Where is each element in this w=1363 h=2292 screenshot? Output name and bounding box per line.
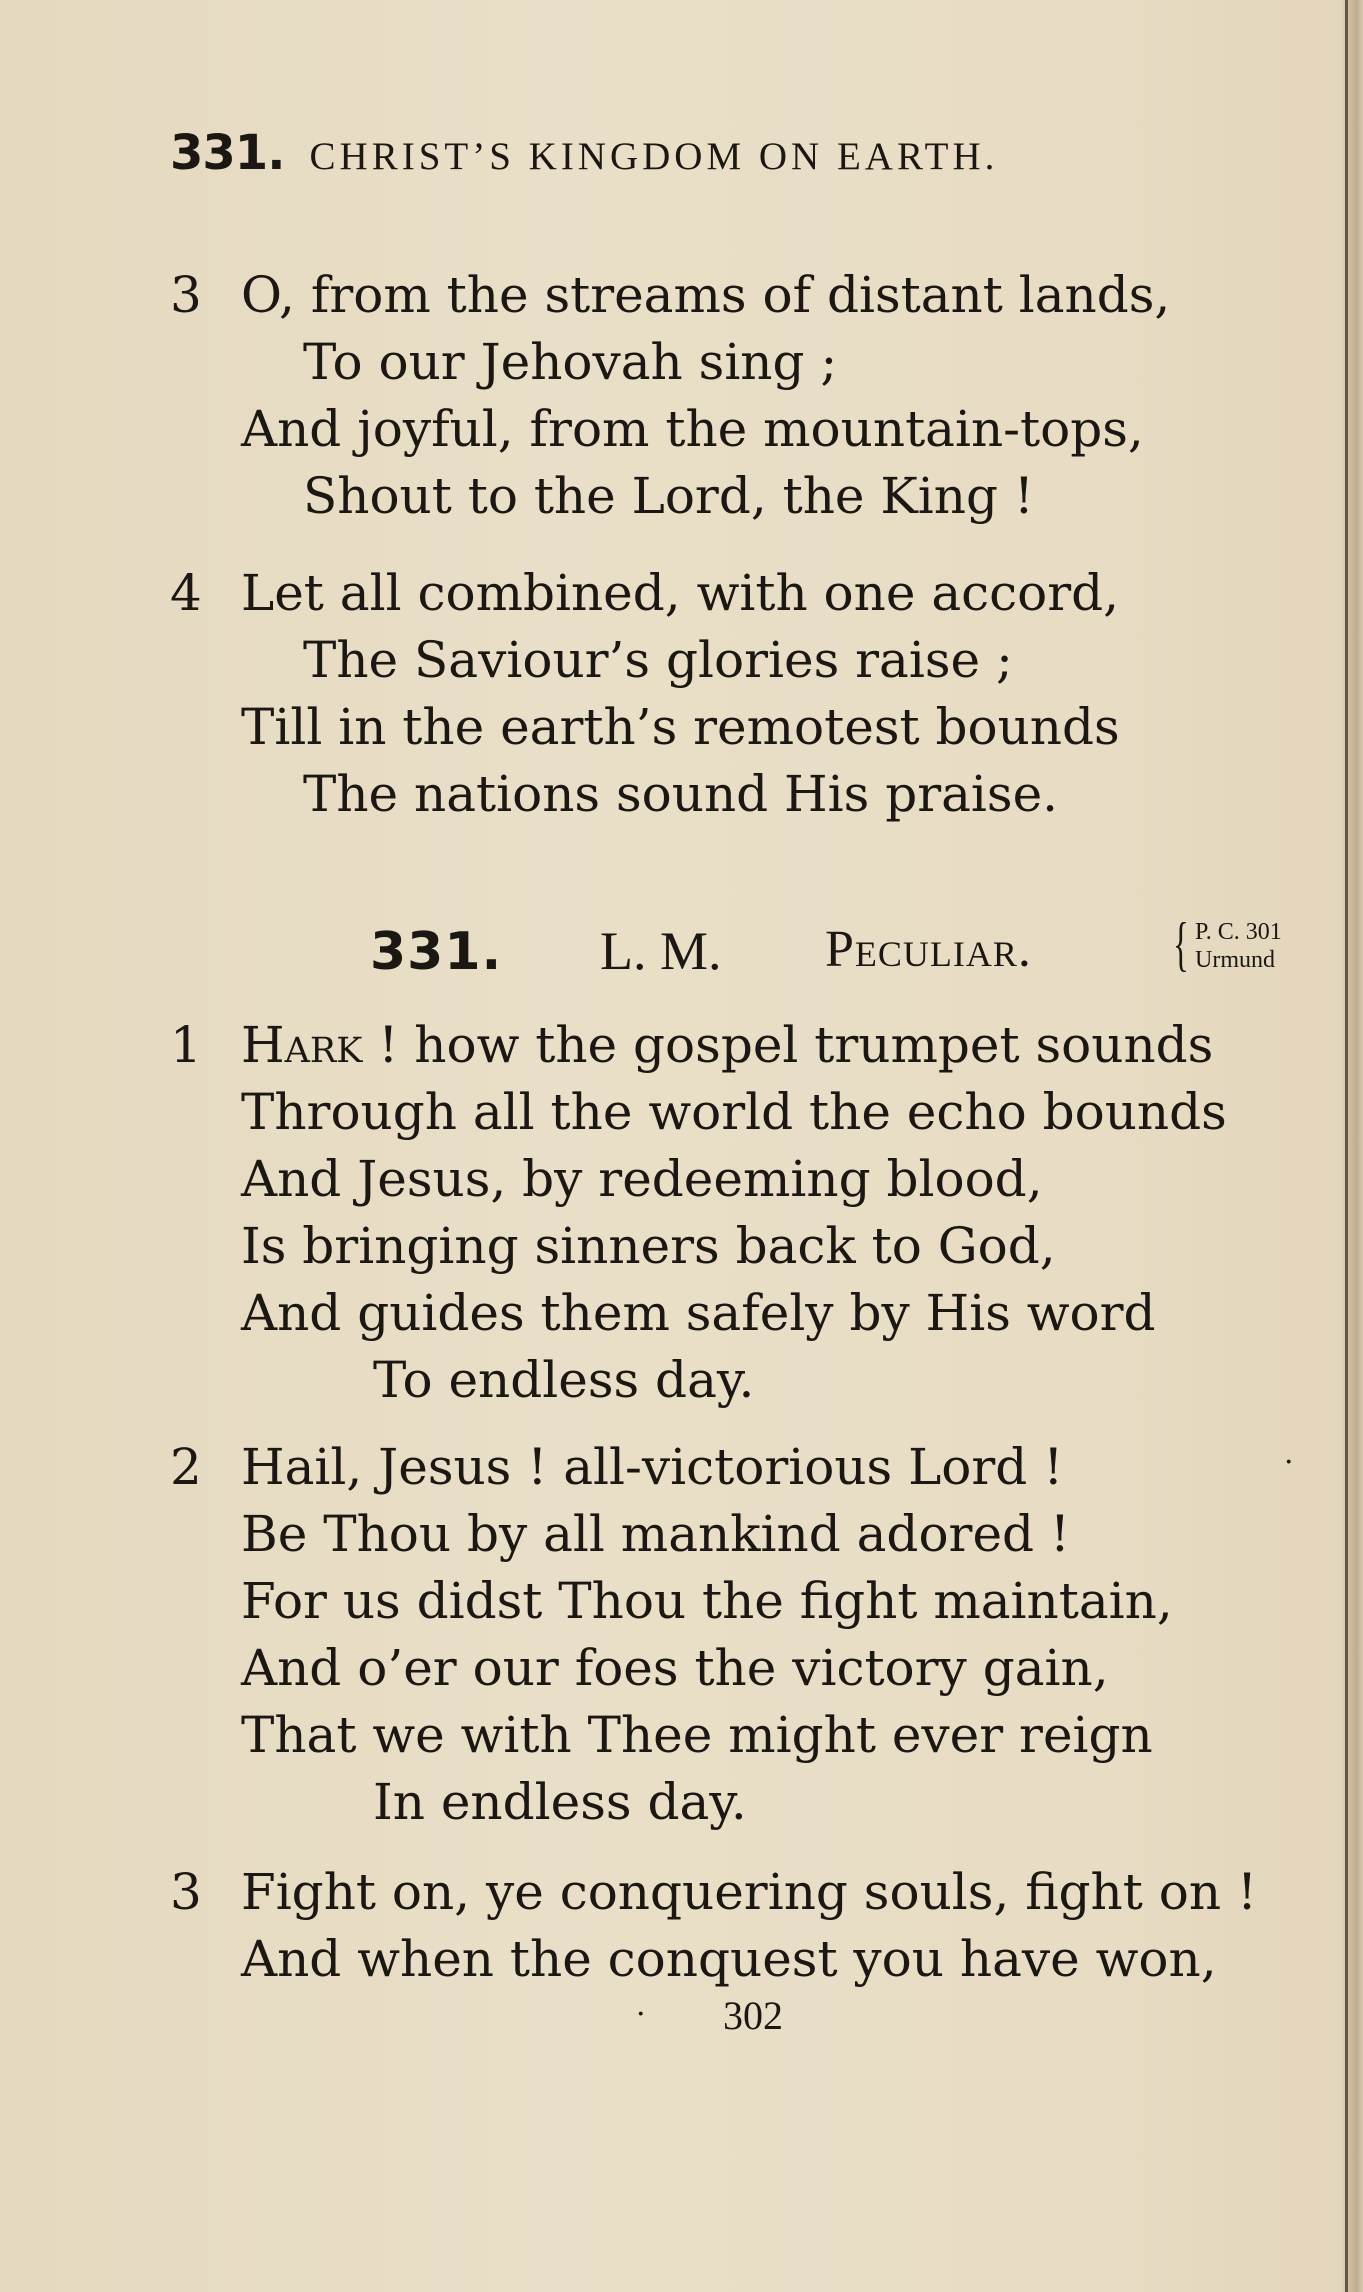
verse-line: And joyful, from the mountain-tops, <box>241 400 1144 458</box>
verse-number: 3 <box>170 266 202 324</box>
verse-line: Fight on, ye conquering souls, fight on ! <box>241 1863 1258 1921</box>
tune-reference-line2: Urmund <box>1195 947 1275 973</box>
verse-line: And o’er our foes the victory gain, <box>241 1639 1109 1697</box>
verse-line: O, from the streams of distant lands, <box>241 266 1171 324</box>
verse-line: Is bringing sinners back to God, <box>241 1217 1056 1275</box>
verse-line: Let all combined, with one accord, <box>241 564 1120 622</box>
verse-line: In endless day. <box>373 1773 747 1831</box>
verse-line: The Saviour’s glories raise ; <box>303 631 1013 689</box>
verse-line: And guides them safely by His word <box>241 1284 1156 1342</box>
reference-brace: { <box>1173 911 1189 977</box>
tune-reference-line1: P. C. 301 <box>1195 919 1282 945</box>
tune-reference <box>1195 918 1282 974</box>
header-hymn-number: 331. <box>170 125 285 181</box>
verse-line: Till in the earth’s remotest bounds <box>241 698 1120 756</box>
hymn-number: 331. <box>370 922 503 982</box>
verse-line: Shout to the Lord, the King ! <box>303 467 1034 525</box>
header-title: CHRIST’S KINGDOM ON EARTH. <box>309 135 999 178</box>
verse-1 <box>170 1012 1227 1414</box>
verse-line: Be Thou by all mankind adored ! <box>241 1505 1071 1563</box>
verse-continued-4 <box>170 560 1120 828</box>
page-number: 302 <box>723 1993 783 2038</box>
verse-number: 3 <box>170 1863 202 1921</box>
verse-number: 2 <box>170 1438 202 1496</box>
verse-line: That we with Thee might ever reign <box>241 1706 1153 1764</box>
stray-mark: · <box>1284 1445 1294 1480</box>
hymn-meter: L. M. <box>600 921 722 981</box>
verse-line: To endless day. <box>373 1351 755 1409</box>
stray-mark: · <box>636 1997 646 2032</box>
verse-continued-3 <box>170 262 1170 530</box>
hymn-tune: Peculiar. <box>825 921 1032 978</box>
hymn-heading <box>370 911 1282 982</box>
verse-line <box>241 1012 1227 1079</box>
verse-line: The nations sound His praise. <box>303 765 1059 823</box>
verse-line: Hail, Jesus ! all-victorious Lord ! <box>241 1438 1064 1496</box>
verse-first-word: Hark <box>241 1016 363 1074</box>
page-edge-line <box>1345 0 1348 2292</box>
verse-line: For us didst Thou the fight maintain, <box>241 1572 1173 1630</box>
verse-line-rest: ! how the gospel trumpet sounds <box>362 1016 1214 1074</box>
verse-line: Through all the world the echo bounds <box>241 1083 1227 1141</box>
verse-line: And when the conquest you have won, <box>241 1930 1217 1988</box>
verse-line: To our Jehovah sing ; <box>303 333 838 391</box>
running-header <box>170 125 998 181</box>
verse-number: 4 <box>170 564 202 622</box>
verse-3 <box>170 1859 1257 1993</box>
verse-2 <box>170 1434 1173 1836</box>
verse-number: 1 <box>170 1016 202 1074</box>
verse-line: And Jesus, by redeeming blood, <box>241 1150 1043 1208</box>
